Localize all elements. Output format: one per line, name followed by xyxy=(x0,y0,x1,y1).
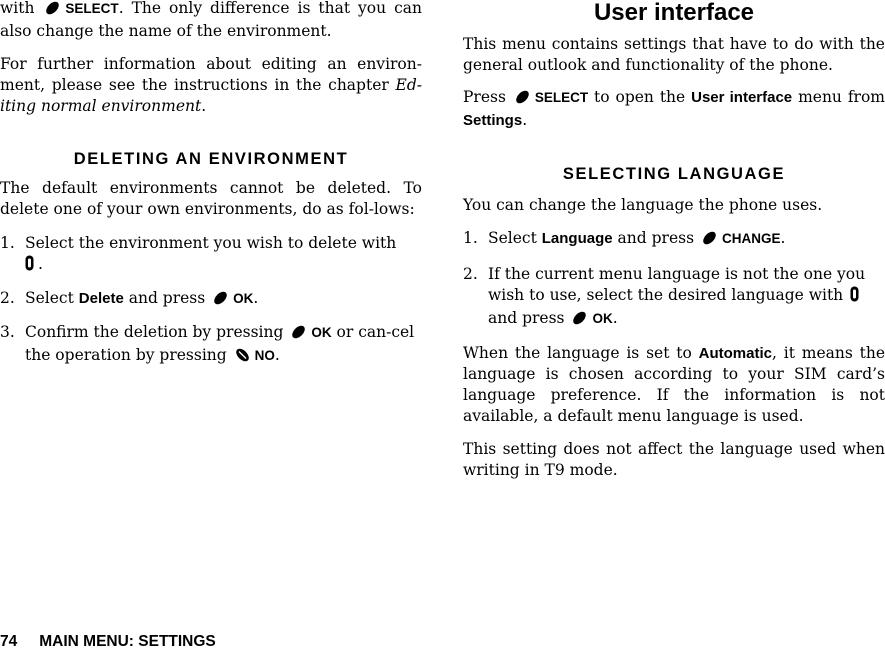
ui-intro-paragraph: This menu contains settings that have to do with the general outlook and functionality of the phone. xyxy=(463,35,885,74)
text: with xyxy=(0,0,35,17)
menu-label: Settings xyxy=(463,112,523,129)
list-number: 2. xyxy=(463,265,478,283)
list-item xyxy=(463,264,885,331)
soft-key-yes-icon xyxy=(44,0,61,21)
text: and press xyxy=(123,289,206,307)
key-label: CHANGE xyxy=(721,231,781,246)
text: Select xyxy=(25,289,79,307)
soft-key-yes-icon xyxy=(514,89,531,110)
menu-label: User interface xyxy=(691,89,793,106)
list-item xyxy=(0,288,422,311)
text: Press xyxy=(463,88,506,106)
key-label: OK xyxy=(311,325,332,340)
soft-key-yes-icon xyxy=(701,230,718,251)
text: . xyxy=(780,229,786,247)
list-number: 3. xyxy=(0,323,15,341)
left-column xyxy=(0,0,422,368)
chapter-reference: Ed-iting normal environment xyxy=(0,76,422,115)
text: Select the environment you wish to delete with xyxy=(25,234,397,252)
delete-intro-paragraph: The default environments cannot be deleted. To delete one of your own environments, do as fol-lows: xyxy=(0,179,422,218)
key-label: SELECT xyxy=(534,90,589,105)
key-label: OK xyxy=(233,291,254,306)
soft-key-no-icon xyxy=(234,347,251,368)
text: . xyxy=(522,111,528,129)
menu-label: Language xyxy=(541,230,613,247)
text: menu from xyxy=(792,88,885,106)
open-menu-paragraph xyxy=(463,87,885,131)
intro-paragraph xyxy=(0,0,422,42)
text: If the current menu language is not the one you wish to use, select the desired language with xyxy=(488,265,866,304)
automatic-language-paragraph xyxy=(463,343,885,427)
section-name: MAIN MENU: SETTINGS xyxy=(39,633,216,650)
list-item xyxy=(0,322,422,368)
text: . xyxy=(253,289,259,307)
text: . xyxy=(201,97,207,115)
right-column xyxy=(463,0,885,481)
further-info-paragraph xyxy=(0,54,422,117)
text: and press xyxy=(612,229,695,247)
soft-key-yes-icon xyxy=(212,290,229,311)
list-number: 1. xyxy=(463,229,478,247)
list-item xyxy=(463,228,885,251)
text: For further information about editing an environ-ment, please see the instructions in the chapter xyxy=(0,55,422,94)
scroll-key-icon xyxy=(850,286,859,308)
menu-label: Delete xyxy=(78,290,124,307)
text: . The only difference is that you can also change the name of the environment. xyxy=(0,0,422,40)
text: . xyxy=(612,309,618,327)
key-label: SELECT xyxy=(65,1,119,16)
text: Confirm the deletion by pressing xyxy=(25,323,284,341)
text: When the language is set to xyxy=(463,344,699,362)
section-heading-deleting: DELETING AN ENVIRONMENT xyxy=(73,150,349,168)
text: . xyxy=(274,346,280,364)
text: and press xyxy=(488,309,565,327)
text: . xyxy=(38,255,43,273)
text: to open the xyxy=(588,88,692,106)
section-heading-language: SELECTING LANGUAGE xyxy=(562,165,786,183)
list-item xyxy=(0,233,422,277)
soft-key-yes-icon xyxy=(571,310,588,331)
text: or can-cel the operation by pressing xyxy=(25,323,415,364)
language-intro-paragraph: You can change the language the phone uses. xyxy=(463,196,823,214)
key-label: OK xyxy=(592,311,613,326)
list-number: 1. xyxy=(0,234,15,252)
page-footer xyxy=(0,632,216,652)
list-number: 2. xyxy=(0,289,15,307)
scroll-key-icon xyxy=(25,255,34,277)
text: , it means the language is chosen according to your SIM card’s language preference. If the information is not available, a default menu language is used. xyxy=(463,344,885,425)
page-number: 74 xyxy=(0,633,18,650)
page-title: User interface xyxy=(593,0,755,26)
key-label: NO xyxy=(254,348,275,363)
soft-key-yes-icon xyxy=(290,324,307,345)
t9-note-paragraph: This setting does not affect the language used when writing in T9 mode. xyxy=(463,440,885,479)
text: Select xyxy=(488,229,542,247)
menu-label: Automatic xyxy=(698,345,772,362)
